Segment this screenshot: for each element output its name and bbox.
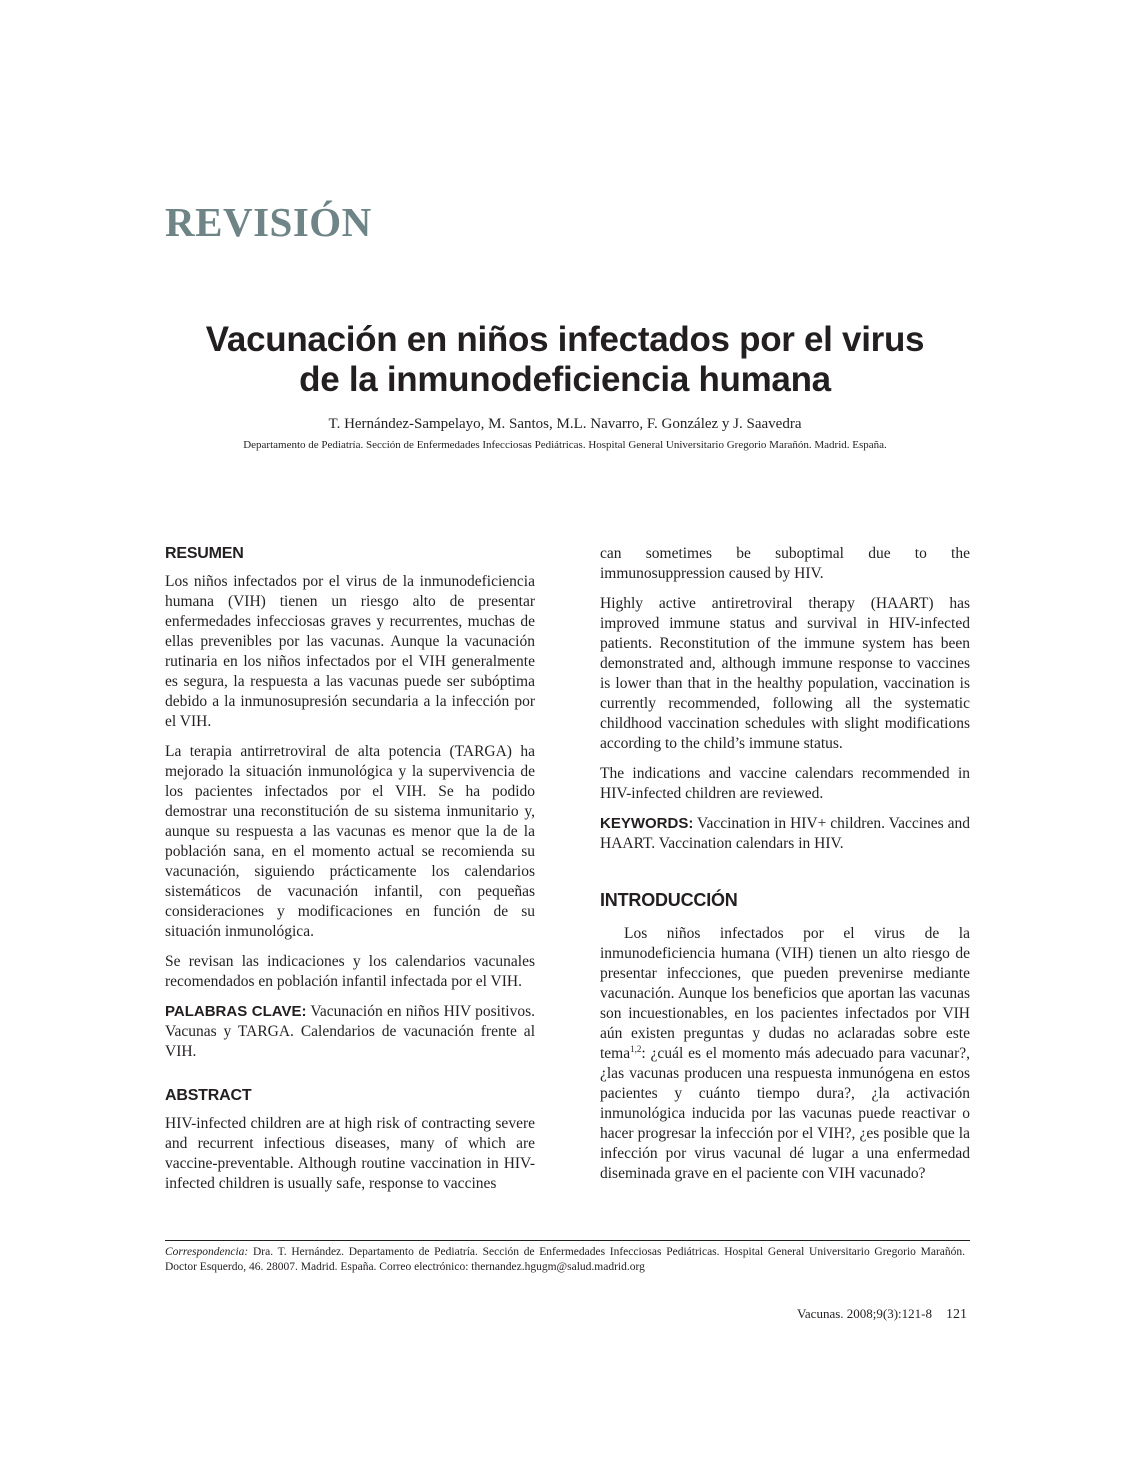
keywords-text: Vaccination in HIV+ children. Vaccines and HAART. Vaccination calendars in HIV. <box>600 815 970 852</box>
right-column <box>600 544 970 1194</box>
affiliation: Departamento de Pediatría. Sección de Enfermedades Infecciosas Pediátricas. Hospital General Universitario Gregorio Marañón. Madrid. España. <box>243 439 887 451</box>
palabras-clave-label: PALABRAS CLAVE: <box>165 1003 307 1020</box>
title-line-2: de la inmunodeficiencia humana <box>299 360 831 399</box>
left-column <box>165 544 535 1204</box>
correspondence-label: Correspondencia: <box>165 1246 249 1258</box>
keywords <box>600 814 970 854</box>
title-block <box>160 320 970 452</box>
abstract-heading: ABSTRACT <box>165 1087 252 1104</box>
authors: T. Hernández-Sampelayo, M. Santos, M.L. Navarro, F. González y J. Saavedra <box>328 416 802 432</box>
palabras-clave <box>165 1002 535 1062</box>
page-footer <box>797 1306 967 1323</box>
title-line-1: Vacunación en niños infectados por el virus <box>205 320 925 359</box>
resumen-heading: RESUMEN <box>165 545 244 562</box>
abstract-paragraph-3: The indications and vaccine calendars recommended in HIV-infected children are reviewed. <box>600 765 970 802</box>
correspondence-footnote <box>165 1245 965 1275</box>
abstract-paragraph-1-end: can sometimes be suboptimal due to the immunosuppression caused by HIV. <box>600 545 970 582</box>
abstract-paragraph-1-start: HIV-infected children are at high risk of contracting severe and recurrent infectious diseases, many of which are vaccine-preventable. Although routine vaccination in HIV-infected children is usually safe, response to vaccines <box>165 1115 535 1192</box>
footnote-rule <box>165 1240 970 1241</box>
palabras-clave-text: Vacunación en niños HIV positivos. Vacunas y TARGA. Calendarios de vacunación frente al VIH. <box>165 1003 535 1060</box>
article-title <box>160 320 970 400</box>
keywords-label: KEYWORDS: <box>600 815 694 832</box>
introduccion-paragraph-1 <box>600 924 970 1184</box>
introduccion-text-b: : ¿cuál es el momento más adecuado para vacunar?, ¿las vacunas producen una respuesta inmunógena en estos pacientes y cuánto tiempo dura?, ¿la activación inmunológica inducida por las vacunas puede reactivar o hacer progresar la infección por el VIH?, ¿es posible que la infección por virus vacunal dé lugar a una enfermedad diseminada grave en el paciente con VIH vacunado? <box>600 1045 970 1182</box>
resumen-paragraph-1: Los niños infectados por el virus de la inmunodeficiencia humana (VIH) tienen un riesgo alto de presentar enfermedades infecciosas graves y recurrentes, muchas de ellas prevenibles por las vacunas. Aunque la vacunación rutinaria en los niños infectados por el VIH generalmente es segura, la respuesta a las vacunas puede ser subóptima debido a la inmunosupresión secundaria a la infección por el VIH. <box>165 573 535 730</box>
resumen-paragraph-3: Se revisan las indicaciones y los calendarios vacunales recomendados en población infantil infectada por el VIH. <box>165 953 535 990</box>
resumen-paragraph-2: La terapia antirretroviral de alta potencia (TARGA) ha mejorado la situación inmunológica y la supervivencia de los pacientes infectados por el VIH. Se ha podido demostrar una reconstitución de su sistema inmunitario y, aunque su respuesta a las vacunas es menor que la de la población sana, en el momento actual se recomienda su vacunación, siguiendo prácticamente los calendarios sistemáticos de vacunación infantil, con pequeñas consideraciones y modificaciones en función de su situación inmunológica. <box>165 743 535 940</box>
introduccion-text-a: Los niños infectados por el virus de la inmunodeficiencia humana (VIH) tienen un alto riesgo de presentar infecciones, que pueden prevenirse mediante vacunación. Aunque los beneficios que aportan las vacunas son incuestionables, en los pacientes infectados por VIH aún existen preguntas y dudas no aclaradas sobre este tema <box>600 925 970 1062</box>
journal-citation: Vacunas. 2008;9(3):121-8 <box>796 1306 932 1321</box>
abstract-paragraph-2: Highly active antiretroviral therapy (HAART) has improved immune status and survival in HIV-infected patients. Reconstitution of the immune system has been demonstrated and, although immune response to vaccines is lower than that in the healthy population, vaccination is currently recommended, following all the systematic childhood vaccination schedules with slight modifications according to the child’s immune status. <box>600 595 970 752</box>
page-number: 121 <box>946 1307 967 1322</box>
reference-marker: 1,2 <box>630 1043 642 1054</box>
correspondence-text: Dra. T. Hernández. Departamento de Pediatría. Sección de Enfermedades Infecciosas Pediátricas. Hospital General Universitario Gregorio Marañón. Doctor Esquerdo, 46. 28007. Madrid. España. Correo electrónico: thernandez.hgugm@salud.madrid.org <box>165 1246 966 1273</box>
section-label: REVISIÓN <box>165 199 372 245</box>
introduccion-heading: INTRODUCCIÓN <box>600 890 738 910</box>
